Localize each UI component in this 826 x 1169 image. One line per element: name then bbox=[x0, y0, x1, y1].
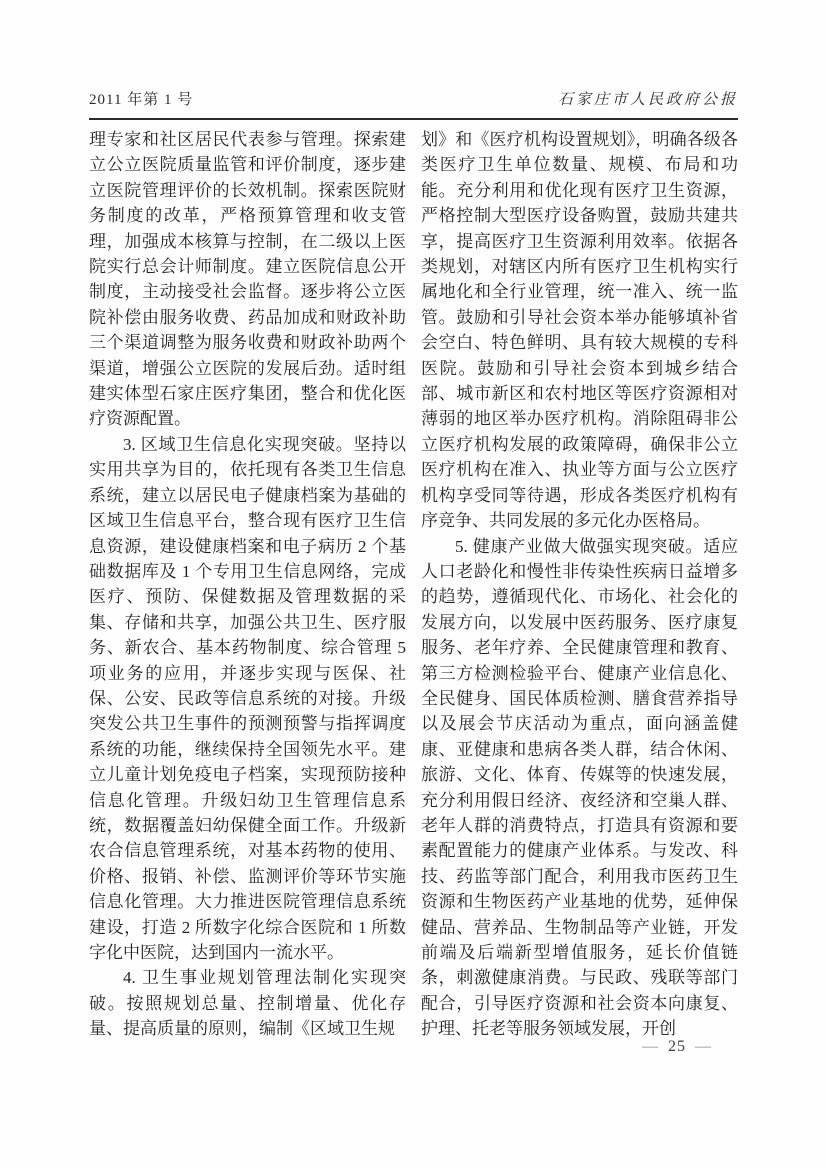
paragraph-continued: 理专家和社区居民代表参与管理。探索建立公立医院质量监管和评价制度，逐步建立医院管理评价的长效机制。探索医院财务制度的改革，严格预算管理和收支管理，加强成本核算与控制，在二级以上医院实行总会计师制度。建立医院信息公开制度，主动接受社会监督。逐步将公立医院补偿由服务收费、药品加成和财政补助三个渠道调整为服务收费和财政补助两个渠道，增强公立医院的发展后劲。适时组建实体型石家庄医疗集团，整合和优化医疗资源配置。 bbox=[89, 130, 406, 429]
paragraph-item-4-planning-legalization: 4. 卫生事业规划管理法制化实现突破。按照规划总量、控制增量、优化存量、提高质量的原则，编制《区域卫生规 bbox=[89, 968, 406, 1039]
paragraph-continued: 划》和《医疗机构设置规划》，明确各级各类医疗卫生单位数量、规模、布局和功能。充分利用和优化现有医疗卫生资源，严格控制大型医疗设备购置，鼓励共建共享，提高医疗卫生资源利用效率。依据各类规划，对辖区内所有医疗卫生机构实行属地化和全行业管理，统一准入、统一监管。鼓励和引导社会资本举办能够填补省会空白、特色鲜明、具有较大规模的专科医院。鼓励和引导社会资本到城乡结合部、城市新区和农村地区等医疗资源相对薄弱的地区举办医疗机构。消除阻碍非公立医疗机构发展的政策障碍，确保非公立医疗机构在准入、执业等方面与公立医疗机构享受同等待遇，形成各类医疗机构有序竞争、共同发展的多元化办医格局。 bbox=[421, 130, 738, 531]
left-column bbox=[89, 127, 406, 1042]
page-footer bbox=[633, 1038, 721, 1056]
footer-left-dash: — bbox=[642, 1038, 659, 1055]
footer-right-dash: — bbox=[695, 1038, 712, 1055]
right-column bbox=[421, 127, 738, 1042]
body-columns bbox=[89, 127, 738, 1042]
paragraph-item-5-health-industry: 5. 健康产业做大做强实现突破。适应人口老龄化和慢性非传染性疾病日益增多的趋势，遵循现代化、市场化、社会化的发展方向，以发展中医药服务、医疗康复服务、老年疗养、全民健康管理和教育、第三方检测检验平台、健康产业信息化、全民健身、国民体质检测、膳食营养指导以及展会节庆活动为重点，面向涵盖健康、亚健康和患病各类人群，结合休闲、旅游、文化、体育、传媒等的快速发展，充分利用假日经济、夜经济和空巢人群、老年人群的消费特点，打造具有资源和要素配置能力的健康产业体系。与发改、科技、药监等部门配合，利用我市医药卫生资源和生物医药产业基地的优势，延伸保健品、营养品、生物制品等产业链，开发前端及后端新型增值服务，延长价值链条，刺激健康消费。与民政、残联等部门配合，引导医疗资源和社会资本向康复、护理、托老等服务领域发展，开创 bbox=[421, 536, 738, 1039]
header-issue-number: 2011 年第 1 号 bbox=[89, 92, 194, 108]
page-number: 25 bbox=[668, 1038, 686, 1055]
page-header bbox=[89, 88, 738, 120]
paragraph-item-3-health-informatization: 3. 区域卫生信息化实现突破。坚持以实用共享为目的，依托现有各类卫生信息系统，建立以居民电子健康档案为基础的区域卫生信息平台，整合现有医疗卫生信息资源，建设健康档案和电子病历 2 个基础数据库及 1 个专用卫生信息网络，完成医疗、预防、保健数据及管理数据的采集、存储和共享，加强公共卫生、医疗服务、新农合、基本药物制度、综合管理 5 项业务的应用，并逐步实现与医保、社保、公安、民政等信息系统的对接。升级突发公共卫生事件的预测预警与指挥调度系统的功能，继续保持全国领先水平。建立儿童计划免疫电子档案，实现预防接种信息化管理。升级妇幼卫生管理信息系统，数据覆盖妇幼保健全面工作。升级新农合信息管理系统，对基本药物的使用、价格、报销、补偿、监测评价等环节实施信息化管理。大力推进医院管理信息系统建设，打造 2 所数字化综合医院和 1 所数字化中医院，达到国内一流水平。 bbox=[89, 434, 406, 962]
header-publication-title: 石家庄市人民政府公报 bbox=[557, 92, 738, 108]
